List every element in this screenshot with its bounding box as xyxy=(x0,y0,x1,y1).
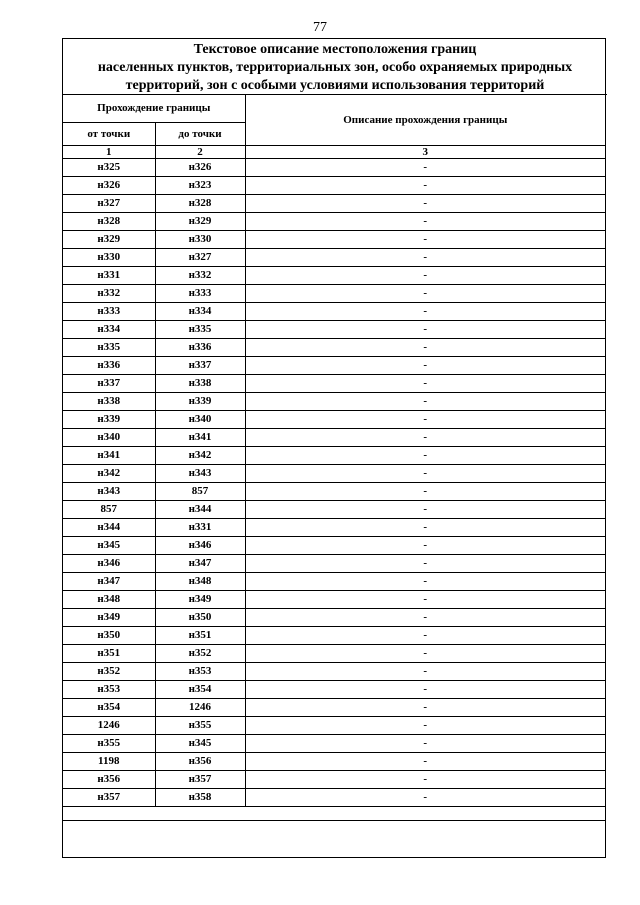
title-line-3: территорий, зон с особыми условиями использования территорий xyxy=(125,78,545,93)
from-point-cell: н355 xyxy=(63,734,155,752)
description-cell: - xyxy=(245,626,605,644)
table-row xyxy=(63,302,605,320)
from-point-cell: н345 xyxy=(63,536,155,554)
from-point-cell: н332 xyxy=(63,284,155,302)
to-point-cell: н326 xyxy=(155,158,245,176)
to-point-cell: н345 xyxy=(155,734,245,752)
table-row xyxy=(63,716,605,734)
from-point-cell: н326 xyxy=(63,176,155,194)
from-point-cell: н329 xyxy=(63,230,155,248)
from-point-cell: н339 xyxy=(63,410,155,428)
description-cell: - xyxy=(245,356,605,374)
to-point-cell: н355 xyxy=(155,716,245,734)
from-point-cell: н347 xyxy=(63,572,155,590)
title-line-1: Текстовое описание местоположения границ xyxy=(193,42,477,57)
table-row xyxy=(63,266,605,284)
from-point-cell: н325 xyxy=(63,158,155,176)
description-cell: - xyxy=(245,410,605,428)
header-boundary-passage: Прохождение границы xyxy=(63,95,245,122)
from-point-cell: н342 xyxy=(63,464,155,482)
to-point-cell: н335 xyxy=(155,320,245,338)
description-cell: - xyxy=(245,320,605,338)
to-point-cell: н352 xyxy=(155,644,245,662)
to-point-cell: н357 xyxy=(155,770,245,788)
to-point-cell: н341 xyxy=(155,428,245,446)
description-cell: - xyxy=(245,788,605,806)
table-row xyxy=(63,446,605,464)
to-point-cell: 1246 xyxy=(155,698,245,716)
description-cell: - xyxy=(245,752,605,770)
from-point-cell: н349 xyxy=(63,608,155,626)
from-point-cell: н330 xyxy=(63,248,155,266)
to-point-cell: н347 xyxy=(155,554,245,572)
description-cell: - xyxy=(245,338,605,356)
to-point-cell: н338 xyxy=(155,374,245,392)
from-point-cell: н351 xyxy=(63,644,155,662)
from-point-cell: н344 xyxy=(63,518,155,536)
table-row xyxy=(63,536,605,554)
description-cell: - xyxy=(245,302,605,320)
to-point-cell: н342 xyxy=(155,446,245,464)
description-cell: - xyxy=(245,662,605,680)
document-title xyxy=(63,39,607,95)
from-point-cell: н340 xyxy=(63,428,155,446)
to-point-cell: н358 xyxy=(155,788,245,806)
description-cell: - xyxy=(245,590,605,608)
from-point-cell: н353 xyxy=(63,680,155,698)
from-point-cell: н331 xyxy=(63,266,155,284)
table-row xyxy=(63,320,605,338)
to-point-cell: н332 xyxy=(155,266,245,284)
to-point-cell: н330 xyxy=(155,230,245,248)
from-point-cell: н341 xyxy=(63,446,155,464)
description-cell: - xyxy=(245,158,605,176)
table-row xyxy=(63,734,605,752)
from-point-cell: н334 xyxy=(63,320,155,338)
boundary-table xyxy=(63,95,605,807)
table-row xyxy=(63,194,605,212)
description-cell: - xyxy=(245,644,605,662)
table-row xyxy=(63,158,605,176)
description-cell: - xyxy=(245,464,605,482)
from-point-cell: н336 xyxy=(63,356,155,374)
description-cell: - xyxy=(245,734,605,752)
document-frame xyxy=(62,38,606,858)
to-point-cell: н351 xyxy=(155,626,245,644)
column-number-1: 1 xyxy=(63,145,155,158)
from-point-cell: н327 xyxy=(63,194,155,212)
table-row xyxy=(63,482,605,500)
to-point-cell: н350 xyxy=(155,608,245,626)
page-number: 77 xyxy=(313,20,327,35)
from-point-cell: н333 xyxy=(63,302,155,320)
table-row xyxy=(63,626,605,644)
description-cell: - xyxy=(245,248,605,266)
description-cell: - xyxy=(245,698,605,716)
to-point-cell: н346 xyxy=(155,536,245,554)
description-cell: - xyxy=(245,428,605,446)
column-number-3: 3 xyxy=(245,145,605,158)
description-cell: - xyxy=(245,266,605,284)
table-row xyxy=(63,662,605,680)
to-point-cell: н337 xyxy=(155,356,245,374)
table-row xyxy=(63,464,605,482)
from-point-cell: н335 xyxy=(63,338,155,356)
from-point-cell: н352 xyxy=(63,662,155,680)
description-cell: - xyxy=(245,500,605,518)
table-row xyxy=(63,410,605,428)
empty-footer-cell xyxy=(63,820,605,858)
table-row xyxy=(63,752,605,770)
from-point-cell: н348 xyxy=(63,590,155,608)
description-cell: - xyxy=(245,392,605,410)
table-row xyxy=(63,680,605,698)
description-cell: - xyxy=(245,716,605,734)
to-point-cell: н336 xyxy=(155,338,245,356)
header-description: Описание прохождения границы xyxy=(245,95,605,145)
to-point-cell: н356 xyxy=(155,752,245,770)
from-point-cell: н350 xyxy=(63,626,155,644)
table-row xyxy=(63,500,605,518)
description-cell: - xyxy=(245,536,605,554)
from-point-cell: н356 xyxy=(63,770,155,788)
from-point-cell: н346 xyxy=(63,554,155,572)
from-point-cell: н357 xyxy=(63,788,155,806)
description-cell: - xyxy=(245,374,605,392)
from-point-cell: 1198 xyxy=(63,752,155,770)
table-row xyxy=(63,176,605,194)
table-body xyxy=(63,158,605,806)
description-cell: - xyxy=(245,212,605,230)
header-to-point: до точки xyxy=(155,122,245,145)
from-point-cell: н343 xyxy=(63,482,155,500)
table-row xyxy=(63,644,605,662)
description-cell: - xyxy=(245,482,605,500)
table-row xyxy=(63,518,605,536)
table-row xyxy=(63,788,605,806)
table-row xyxy=(63,392,605,410)
description-cell: - xyxy=(245,446,605,464)
table-row xyxy=(63,356,605,374)
table-row xyxy=(63,554,605,572)
description-cell: - xyxy=(245,176,605,194)
to-point-cell: н323 xyxy=(155,176,245,194)
description-cell: - xyxy=(245,284,605,302)
table-row xyxy=(63,608,605,626)
to-point-cell: 857 xyxy=(155,482,245,500)
from-point-cell: н337 xyxy=(63,374,155,392)
table-row xyxy=(63,374,605,392)
from-point-cell: н338 xyxy=(63,392,155,410)
from-point-cell: н354 xyxy=(63,698,155,716)
description-cell: - xyxy=(245,194,605,212)
description-cell: - xyxy=(245,608,605,626)
table-row xyxy=(63,428,605,446)
to-point-cell: н348 xyxy=(155,572,245,590)
to-point-cell: н333 xyxy=(155,284,245,302)
description-cell: - xyxy=(245,554,605,572)
to-point-cell: н349 xyxy=(155,590,245,608)
to-point-cell: н344 xyxy=(155,500,245,518)
to-point-cell: н328 xyxy=(155,194,245,212)
to-point-cell: н340 xyxy=(155,410,245,428)
table-row xyxy=(63,770,605,788)
table-row xyxy=(63,590,605,608)
table-row xyxy=(63,230,605,248)
table-row xyxy=(63,248,605,266)
description-cell: - xyxy=(245,770,605,788)
to-point-cell: н327 xyxy=(155,248,245,266)
table-row xyxy=(63,572,605,590)
to-point-cell: н339 xyxy=(155,392,245,410)
table-row xyxy=(63,698,605,716)
from-point-cell: 1246 xyxy=(63,716,155,734)
description-cell: - xyxy=(245,680,605,698)
column-number-2: 2 xyxy=(155,145,245,158)
title-line-2: населенных пунктов, территориальных зон, особо охраняемых природных xyxy=(97,60,573,75)
description-cell: - xyxy=(245,572,605,590)
to-point-cell: н331 xyxy=(155,518,245,536)
to-point-cell: н354 xyxy=(155,680,245,698)
table-row xyxy=(63,338,605,356)
table-row xyxy=(63,212,605,230)
to-point-cell: н329 xyxy=(155,212,245,230)
to-point-cell: н353 xyxy=(155,662,245,680)
to-point-cell: н343 xyxy=(155,464,245,482)
to-point-cell: н334 xyxy=(155,302,245,320)
description-cell: - xyxy=(245,518,605,536)
header-from-point: от точки xyxy=(63,122,155,145)
table-row xyxy=(63,284,605,302)
from-point-cell: н328 xyxy=(63,212,155,230)
description-cell: - xyxy=(245,230,605,248)
from-point-cell: 857 xyxy=(63,500,155,518)
